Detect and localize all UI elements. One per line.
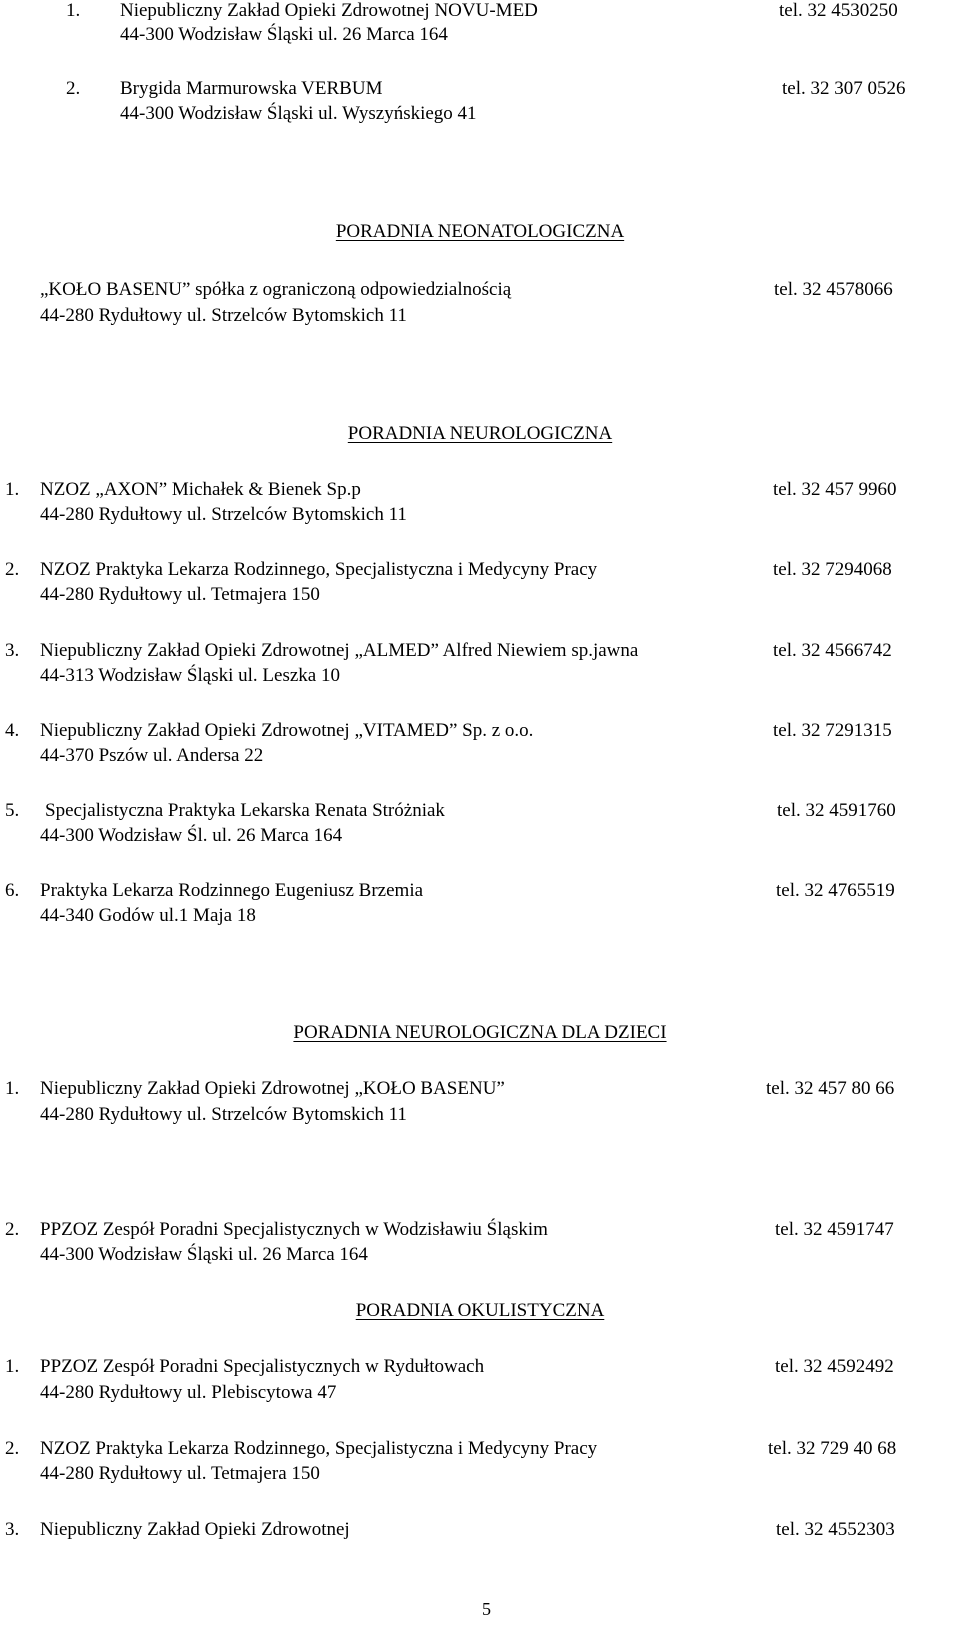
phone-number: tel. 32 4566742 bbox=[773, 640, 892, 661]
facility-address: 44-300 Wodzisław Śląski ul. Wyszyńskiego 41 bbox=[120, 103, 477, 124]
list-number: 3. bbox=[5, 640, 20, 661]
list-number: 2. bbox=[5, 1438, 20, 1459]
facility-name: Niepubliczny Zakład Opieki Zdrowotnej „VITAMED” Sp. z o.o. bbox=[40, 720, 534, 741]
section-heading-neurology: PORADNIA NEUROLOGICZNA bbox=[347, 423, 613, 444]
phone-number: tel. 32 4591760 bbox=[777, 800, 896, 821]
facility-address: 44-313 Wodzisław Śląski ul. Leszka 10 bbox=[40, 665, 340, 686]
list-number: 2. bbox=[66, 78, 81, 99]
phone-number: tel. 32 7294068 bbox=[773, 559, 892, 580]
facility-name: Niepubliczny Zakład Opieki Zdrowotnej NOVU-MED bbox=[120, 0, 538, 21]
facility-address: 44-280 Rydułtowy ul. Tetmajera 150 bbox=[40, 584, 320, 605]
facility-name: NZOZ Praktyka Lekarza Rodzinnego, Specjalistyczna i Medycyny Pracy bbox=[40, 559, 598, 580]
list-number: 3. bbox=[5, 1519, 20, 1540]
facility-name: Niepubliczny Zakład Opieki Zdrowotnej bbox=[40, 1519, 350, 1540]
list-number: 1. bbox=[5, 1356, 20, 1377]
facility-name: Niepubliczny Zakład Opieki Zdrowotnej „KOŁO BASENU” bbox=[40, 1078, 505, 1099]
facility-address: 44-280 Rydułtowy ul. Tetmajera 150 bbox=[40, 1463, 320, 1484]
phone-number: tel. 32 729 40 68 bbox=[768, 1438, 897, 1459]
phone-number: tel. 32 4578066 bbox=[774, 279, 893, 300]
facility-name: Niepubliczny Zakład Opieki Zdrowotnej „ALMED” Alfred Niewiem sp.jawna bbox=[40, 640, 639, 661]
list-number: 1. bbox=[5, 479, 20, 500]
facility-name: NZOZ Praktyka Lekarza Rodzinnego, Specjalistyczna i Medycyny Pracy bbox=[40, 1438, 598, 1459]
section-heading-neurology-children: PORADNIA NEUROLOGICZNA DLA DZIECI bbox=[293, 1022, 667, 1043]
facility-address: 44-280 Rydułtowy ul. Strzelców Bytomskich 11 bbox=[40, 504, 407, 525]
phone-number: tel. 32 7291315 bbox=[773, 720, 892, 741]
list-number: 6. bbox=[5, 880, 20, 901]
list-number: 2. bbox=[5, 559, 20, 580]
facility-name: Brygida Marmurowska VERBUM bbox=[120, 78, 383, 99]
phone-number: tel. 32 4765519 bbox=[776, 880, 895, 901]
facility-name: Specjalistyczna Praktyka Lekarska Renata Stróżniak bbox=[45, 800, 445, 821]
phone-number: tel. 32 4530250 bbox=[779, 0, 898, 21]
facility-address: 44-340 Godów ul.1 Maja 18 bbox=[40, 905, 256, 926]
facility-address: 44-300 Wodzisław Śl. ul. 26 Marca 164 bbox=[40, 825, 343, 846]
facility-address: 44-280 Rydułtowy ul. Strzelców Bytomskich 11 bbox=[40, 1104, 407, 1125]
list-number: 5. bbox=[5, 800, 20, 821]
list-number: 1. bbox=[66, 0, 81, 21]
facility-name: PPZOZ Zespół Poradni Specjalistycznych w Rydułtowach bbox=[40, 1356, 485, 1377]
section-heading-neonatology: PORADNIA NEONATOLOGICZNA bbox=[335, 221, 625, 242]
facility-address: 44-300 Wodzisław Śląski ul. 26 Marca 164 bbox=[120, 24, 448, 45]
list-number: 1. bbox=[5, 1078, 20, 1099]
section-heading-ophthalmology: PORADNIA OKULISTYCZNA bbox=[355, 1300, 605, 1321]
facility-name: NZOZ „AXON” Michałek & Bienek Sp.p bbox=[40, 479, 361, 500]
phone-number: tel. 32 4592492 bbox=[775, 1356, 894, 1377]
phone-number: tel. 32 307 0526 bbox=[782, 78, 906, 99]
phone-number: tel. 32 4591747 bbox=[775, 1219, 894, 1240]
phone-number: tel. 32 457 80 66 bbox=[766, 1078, 895, 1099]
phone-number: tel. 32 4552303 bbox=[776, 1519, 895, 1540]
phone-number: tel. 32 457 9960 bbox=[773, 479, 897, 500]
facility-name: Praktyka Lekarza Rodzinnego Eugeniusz Brzemia bbox=[40, 880, 424, 901]
facility-address: 44-370 Pszów ul. Andersa 22 bbox=[40, 745, 264, 766]
list-number: 4. bbox=[5, 720, 20, 741]
facility-name: PPZOZ Zespół Poradni Specjalistycznych w Wodzisławiu Śląskim bbox=[40, 1219, 548, 1240]
page-number: 5 bbox=[482, 1599, 491, 1619]
list-number: 2. bbox=[5, 1219, 20, 1240]
facility-name: „KOŁO BASENU” spółka z ograniczoną odpowiedzialnością bbox=[40, 279, 512, 300]
facility-address: 44-280 Rydułtowy ul. Plebiscytowa 47 bbox=[40, 1382, 337, 1403]
facility-address: 44-280 Rydułtowy ul. Strzelców Bytomskich 11 bbox=[40, 305, 407, 326]
facility-address: 44-300 Wodzisław Śląski ul. 26 Marca 164 bbox=[40, 1244, 368, 1265]
